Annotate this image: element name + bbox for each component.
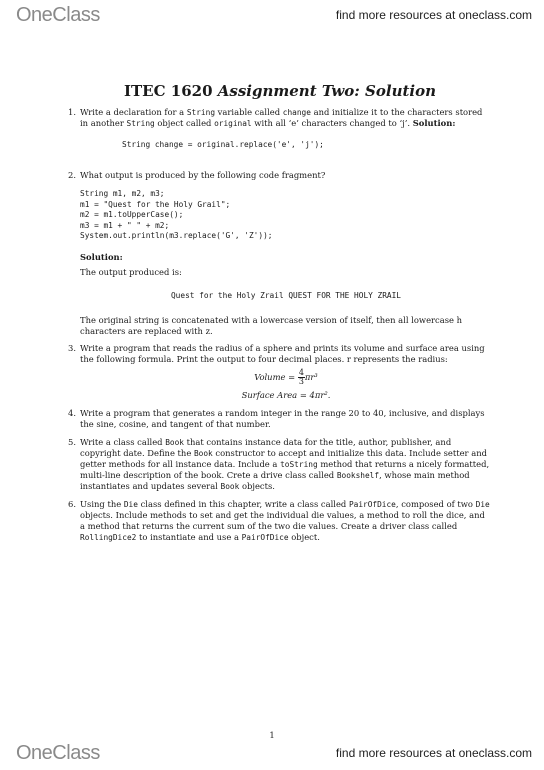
oneclass-logo[interactable]: OneClass bbox=[16, 4, 100, 26]
text: object called bbox=[154, 118, 215, 128]
code-term: String bbox=[186, 108, 216, 117]
page-title bbox=[68, 82, 492, 100]
code-term: toString bbox=[280, 459, 318, 469]
surface-area-formula: Surface Area = 4πr². bbox=[241, 389, 331, 400]
header-tagline-link[interactable]: find more resources at oneclass.com bbox=[335, 8, 532, 22]
text: Write a class called bbox=[80, 436, 166, 447]
question-1 bbox=[68, 107, 492, 150]
text: , composed of two bbox=[395, 498, 476, 509]
fraction bbox=[298, 369, 305, 386]
question-4 bbox=[68, 408, 492, 430]
text: object. bbox=[288, 531, 320, 542]
question-6 bbox=[68, 499, 492, 543]
question-text: Write a program that generates a random integer in the range 20 to 40, inclusive, and displays the sine, cosine, and tangent of that number. bbox=[80, 407, 485, 429]
question-3 bbox=[68, 343, 492, 401]
code-term: Die bbox=[475, 499, 490, 509]
question-number: 5. bbox=[68, 436, 76, 447]
footer-tagline-link[interactable]: find more resources at oneclass.com bbox=[335, 746, 532, 760]
code-term: Book bbox=[165, 437, 184, 447]
text: method that returns a nicely formatted, multi-line description of the book. Crete a drive class called bbox=[80, 458, 490, 480]
text: class defined in this chapter, write a class called bbox=[137, 498, 349, 509]
title-course: ITEC 1620 bbox=[123, 82, 213, 100]
title-rest: Assignment Two: Solution bbox=[217, 82, 437, 100]
volume-formula bbox=[80, 369, 492, 386]
text: that contains instance data for the title, author, publisher, and copyright date. Define the bbox=[80, 436, 452, 458]
question-number: 4. bbox=[68, 407, 76, 418]
denominator: 3 bbox=[298, 376, 304, 386]
question-number: 3. bbox=[68, 342, 76, 353]
formula-lhs: Volume = bbox=[254, 371, 298, 382]
code-term: Book bbox=[220, 481, 240, 491]
question-number: 2. bbox=[68, 170, 76, 180]
text: , whose main method instantiates and updates several bbox=[80, 469, 470, 491]
oneclass-logo[interactable]: OneClass bbox=[16, 742, 100, 764]
text: with all ‘e’ characters changed to ‘j’. bbox=[251, 118, 411, 128]
text: Write a declaration for a bbox=[80, 107, 187, 117]
code-term: Book bbox=[193, 448, 213, 458]
solution-label: Solution: bbox=[80, 251, 123, 262]
code-term: original bbox=[214, 119, 252, 128]
text: Using the bbox=[80, 498, 124, 509]
text: and initialize it to the characters stored in another bbox=[80, 107, 483, 128]
text: objects. bbox=[239, 480, 275, 491]
text: constructor to accept and initialize this data. Include setter and getter methods for all instance data. Include a bbox=[80, 447, 487, 469]
formula-rhs: πr³ bbox=[304, 371, 318, 382]
question-number: 1. bbox=[68, 107, 76, 117]
solution-label: Solution: bbox=[412, 118, 456, 128]
code-term: Bookshelf bbox=[336, 470, 380, 480]
output-intro: The output produced is: bbox=[80, 266, 182, 277]
code-term: PairOfDice bbox=[348, 499, 396, 509]
code-term: Die bbox=[123, 499, 138, 509]
code-term: String bbox=[126, 119, 155, 128]
code-block: String m1, m2, m3; m1 = "Quest for the Holy Grail"; m2 = m1.toUpperCase(); m3 = m1 + " " + m2; System.out.println(m3.replace('G', 'Z')); bbox=[80, 189, 273, 240]
code-term: RollingDice2 bbox=[80, 532, 137, 542]
program-output: Quest for the Holy Zrail QUEST FOR THE HOLY ZRAIL bbox=[170, 290, 401, 300]
solution-explanation: The original string is concatenated with a lowercase version of itself, then all lowercase h characters are replaced with z. bbox=[80, 314, 463, 336]
header-bar bbox=[0, 0, 544, 30]
page-number: 1 bbox=[269, 730, 275, 740]
text: to instantiate and use a bbox=[136, 531, 242, 542]
code-term: change bbox=[282, 108, 311, 117]
footer-bar bbox=[0, 738, 544, 768]
question-text: Write a program that reads the radius of a sphere and prints its volume and surface area using the following formula. Print the output to four decimal places. r represents the radius: bbox=[80, 342, 485, 364]
question-5 bbox=[68, 437, 492, 492]
code-block: String change = original.replace('e', 'j'); bbox=[122, 140, 324, 149]
text: objects. Include methods to set and get the individual die values, a method to roll the dice, and a method that returns the current sum of the two die values. Create a driver class called bbox=[80, 509, 485, 531]
document-page bbox=[68, 82, 492, 550]
question-number: 6. bbox=[68, 498, 76, 509]
numerator: 4 bbox=[298, 367, 304, 377]
text: variable called bbox=[215, 107, 283, 117]
question-2 bbox=[68, 170, 492, 181]
code-term: PairOfDice bbox=[241, 532, 289, 542]
question-text: What output is produced by the following code fragment? bbox=[80, 170, 326, 180]
